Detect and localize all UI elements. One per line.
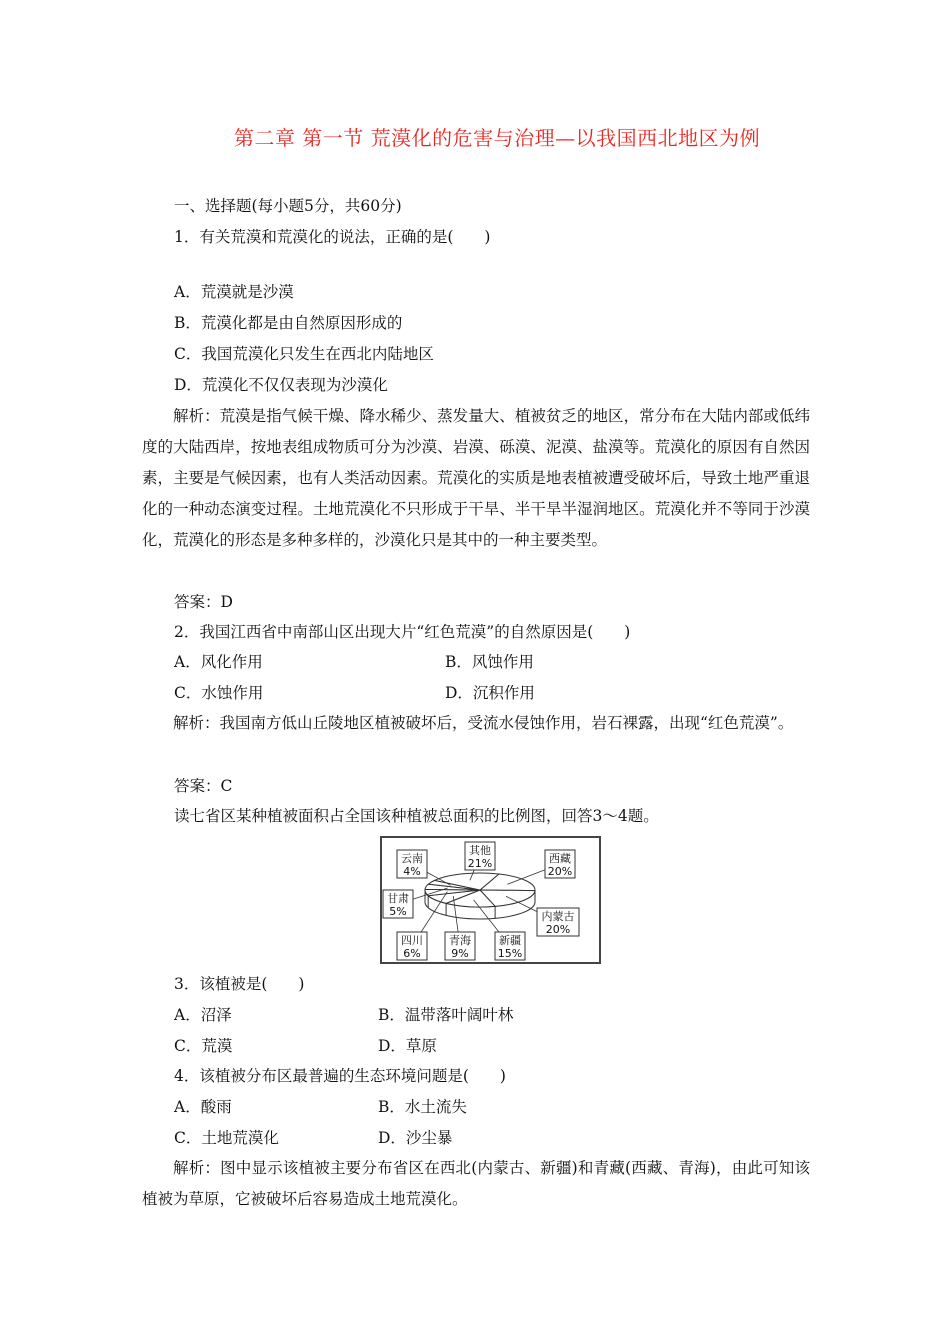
label-value-3: 9% [451, 947, 469, 960]
label-value-7: 21% [467, 857, 493, 870]
question-4-option-b: B．水土流失 [378, 1098, 467, 1116]
label-name-2: 新疆 [499, 934, 521, 947]
section-heading: 一、选择题(每小题5分，共60分) [174, 197, 402, 215]
question-4-option-d: D．沙尘暴 [378, 1129, 453, 1147]
label-value-4: 6% [403, 947, 421, 960]
question-3-option-d: D．草原 [378, 1037, 437, 1055]
question-3-option-c: C．荒漠 [174, 1037, 233, 1055]
question-1-answer: 答案：D [174, 593, 233, 611]
label-name-5: 甘肃 [387, 892, 409, 905]
question-4-option-a: A．酸雨 [174, 1098, 232, 1116]
question-2-option-b: B．风蚀作用 [445, 653, 534, 671]
question-2-analysis: 解析：我国南方低山丘陵地区植被破坏后，受流水侵蚀作用，岩石裸露，出现“红色荒漠”。 [173, 714, 794, 732]
question-1-option-b: B．荒漠化都是由自然原因形成的 [174, 314, 403, 332]
label-name-4: 四川 [401, 934, 423, 947]
label-value-0: 20% [547, 865, 573, 878]
label-value-2: 15% [497, 947, 523, 960]
question-2-stem: 2．我国江西省中南部山区出现大片“红色荒漠”的自然原因是( ) [174, 623, 631, 641]
question-4-option-c: C．土地荒漠化 [174, 1129, 279, 1147]
question-2-answer: 答案：C [174, 777, 233, 795]
pie-chart-figure [380, 836, 601, 964]
question-2-option-a: A．风化作用 [174, 653, 263, 671]
question-1-option-d: D．荒漠化不仅仅表现为沙漠化 [174, 376, 388, 394]
question-3-option-b: B．温带落叶阔叶林 [378, 1006, 514, 1024]
label-value-6: 4% [403, 865, 421, 878]
label-name-3: 青海 [449, 934, 471, 947]
label-name-1: 内蒙古 [541, 910, 575, 923]
question-3-stem: 3．该植被是( ) [174, 975, 305, 993]
label-name-7: 其他 [469, 844, 491, 857]
intro-questions-3-4: 读七省区某种植被面积占全国该种植被总面积的比例图，回答3～4题。 [174, 807, 659, 825]
label-value-5: 5% [389, 905, 407, 918]
question-4-analysis: 解析：图中显示该植被主要分布省区在西北(内蒙古、新疆)和青藏(西藏、青海)，由此可知该植被为草原，它被破坏后容易造成土地荒漠化。 [142, 1159, 810, 1208]
question-2-option-d: D．沉积作用 [445, 684, 535, 702]
question-1-option-c: C．我国荒漠化只发生在西北内陆地区 [174, 345, 434, 363]
page-title: 第二章 第一节 荒漠化的危害与治理—以我国西北地区为例 [233, 126, 761, 150]
question-1-stem: 1．有关荒漠和荒漠化的说法，正确的是( ) [174, 228, 491, 246]
question-4-stem: 4．该植被分布区最普遍的生态环境问题是( ) [174, 1067, 506, 1085]
question-1-analysis: 解析：荒漠是指气候干燥、降水稀少、蒸发量大、植被贫乏的地区，常分布在大陆内部或低纬度的大陆西岸，按地表组成物质可分为沙漠、岩漠、砾漠、泥漠、盐漠等。荒漠化的原因有自然因素，主要是气候因素，也有人类活动因素。荒漠化的实质是地表植被遭受破坏后，导致土地严重退化的一种动态演变过程。土地荒漠化不只形成于干旱、半干旱半湿润地区。荒漠化并不等同于沙漠化，荒漠化的形态是多种多样的，沙漠化只是其中的一种主要类型。 [142, 407, 810, 549]
label-value-1: 20% [545, 923, 571, 936]
question-3-option-a: A．沼泽 [174, 1006, 232, 1024]
question-1-option-a: A．荒漠就是沙漠 [174, 283, 294, 301]
question-2-option-c: C．水蚀作用 [174, 684, 264, 702]
pie-chart [382, 838, 599, 962]
label-name-0: 西藏 [549, 852, 571, 865]
label-name-6: 云南 [401, 852, 423, 865]
